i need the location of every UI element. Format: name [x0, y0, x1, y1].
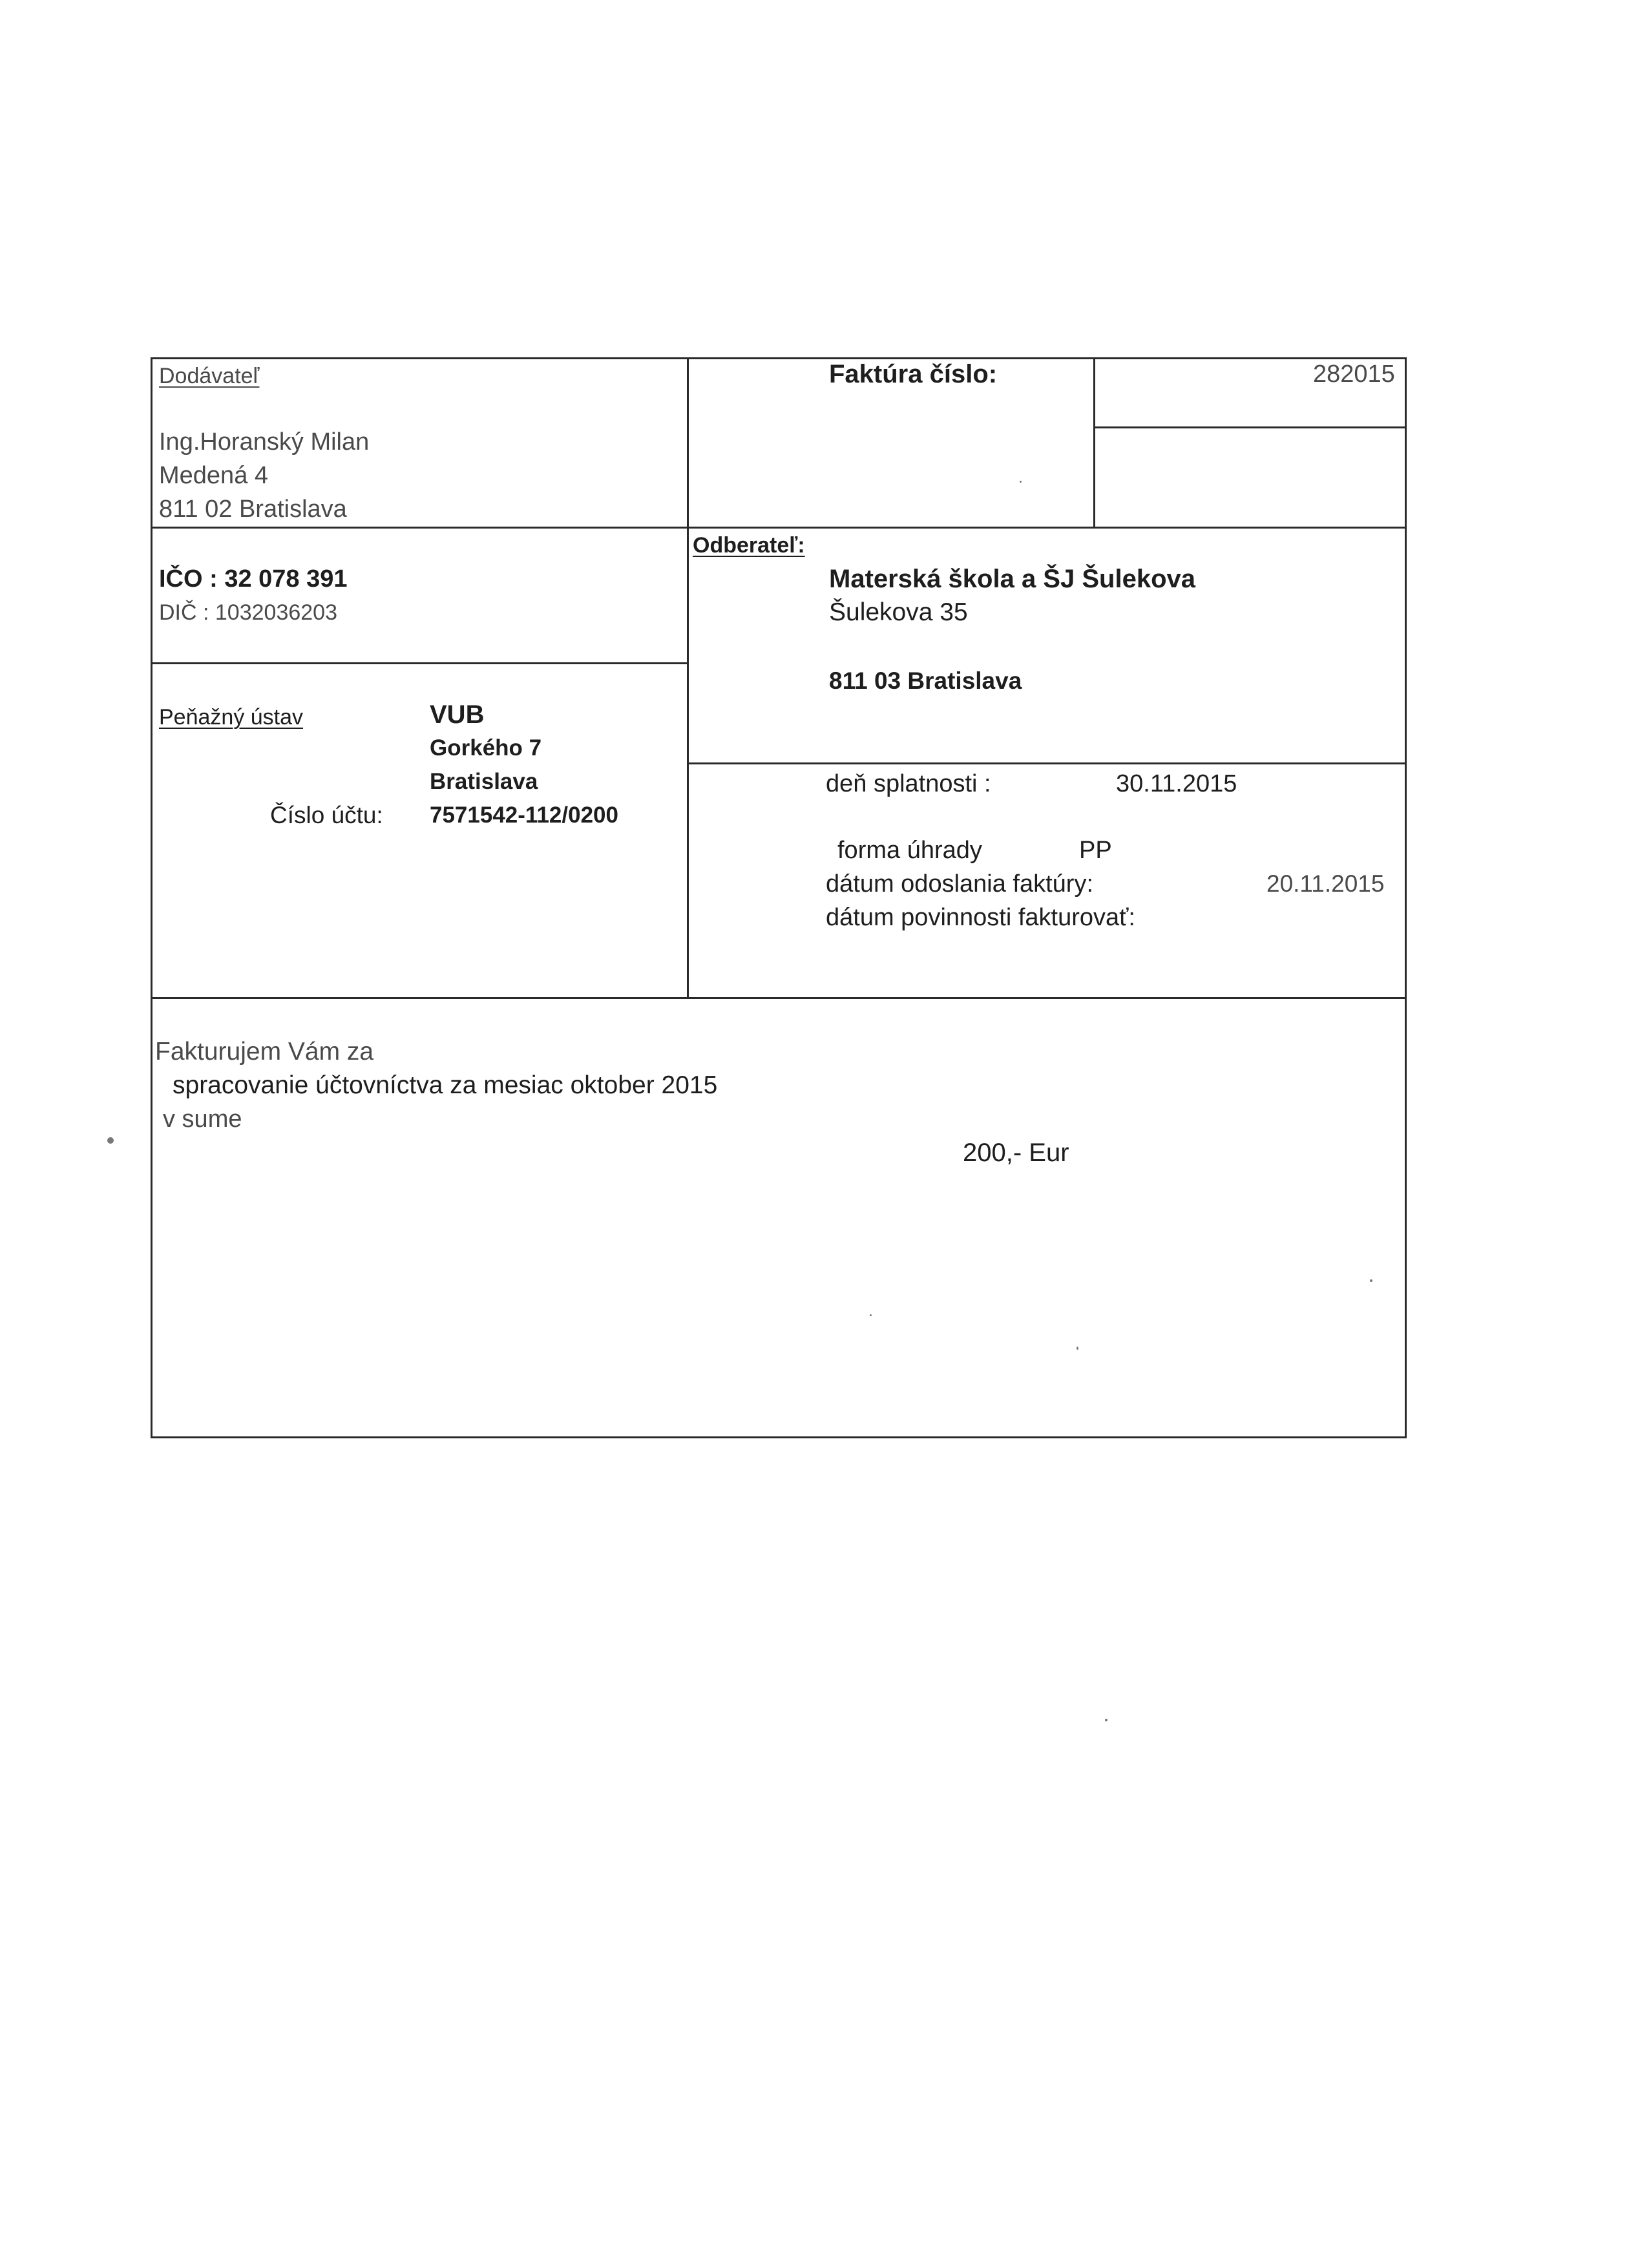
billing-duty-date-label: dátum povinnosti fakturovať: — [826, 904, 1135, 931]
payment-form-label: forma úhrady — [837, 837, 982, 864]
account-number: 7571542-112/0200 — [430, 803, 618, 828]
supplier-city: 811 02 Bratislava — [159, 496, 347, 523]
scan-speck — [107, 1137, 114, 1144]
customer-name: Materská škola a ŠJ Šulekova — [829, 565, 1195, 593]
invoice-number-column-divider — [1093, 357, 1095, 529]
invoice-amount: 200,- Eur — [963, 1139, 1069, 1167]
invoice-number-divider — [1093, 426, 1407, 428]
table-top-border — [151, 357, 1407, 359]
sent-date-label: dátum odoslania faktúry: — [826, 870, 1094, 898]
body-line-3: v sume — [163, 1106, 242, 1133]
bank-street: Gorkého 7 — [430, 735, 542, 761]
customer-top-divider — [687, 527, 1407, 529]
supplier-name: Ing.Horanský Milan — [159, 428, 370, 456]
account-label: Číslo účtu: — [270, 802, 383, 828]
supplier-street: Medená 4 — [159, 462, 269, 489]
bank-top-divider — [151, 662, 687, 664]
header-bottom-divider — [151, 997, 1407, 999]
bank-name: VUB — [430, 700, 485, 729]
scan-speck — [1077, 1347, 1078, 1350]
customer-street: Šulekova 35 — [829, 598, 968, 626]
supplier-label: Dodávateľ — [159, 364, 260, 388]
bank-city: Bratislava — [430, 769, 538, 794]
body-line-2: spracovanie účtovníctva za mesiac oktober 2015 — [173, 1071, 718, 1099]
due-date-value: 30.11.2015 — [1116, 770, 1237, 797]
due-date-label: deň splatnosti : — [826, 770, 991, 797]
sent-date-value: 20.11.2015 — [1266, 870, 1385, 897]
table-bottom-border — [151, 1436, 1407, 1438]
supplier-dic: DIČ : 1032036203 — [159, 600, 337, 625]
payment-form-value: PP — [1079, 837, 1112, 864]
supplier-ico: IČO : 32 078 391 — [159, 565, 348, 593]
supplier-address-divider — [151, 527, 687, 529]
customer-city: 811 03 Bratislava — [829, 667, 1022, 694]
customer-label: Odberateľ: — [693, 533, 805, 558]
table-right-border — [1405, 357, 1407, 1438]
bank-label: Peňažný ústav — [159, 705, 304, 730]
invoice-number-label: Faktúra číslo: — [829, 360, 998, 388]
scan-speck — [1105, 1719, 1108, 1721]
body-line-1: Fakturujem Vám za — [155, 1038, 374, 1066]
scan-speck — [1020, 481, 1022, 483]
scan-speck — [870, 1314, 872, 1316]
scan-speck — [1370, 1279, 1372, 1282]
invoice-number: 282015 — [1313, 361, 1395, 388]
table-left-border — [151, 357, 152, 1438]
terms-top-divider — [687, 762, 1407, 764]
middle-column-divider — [687, 357, 689, 999]
